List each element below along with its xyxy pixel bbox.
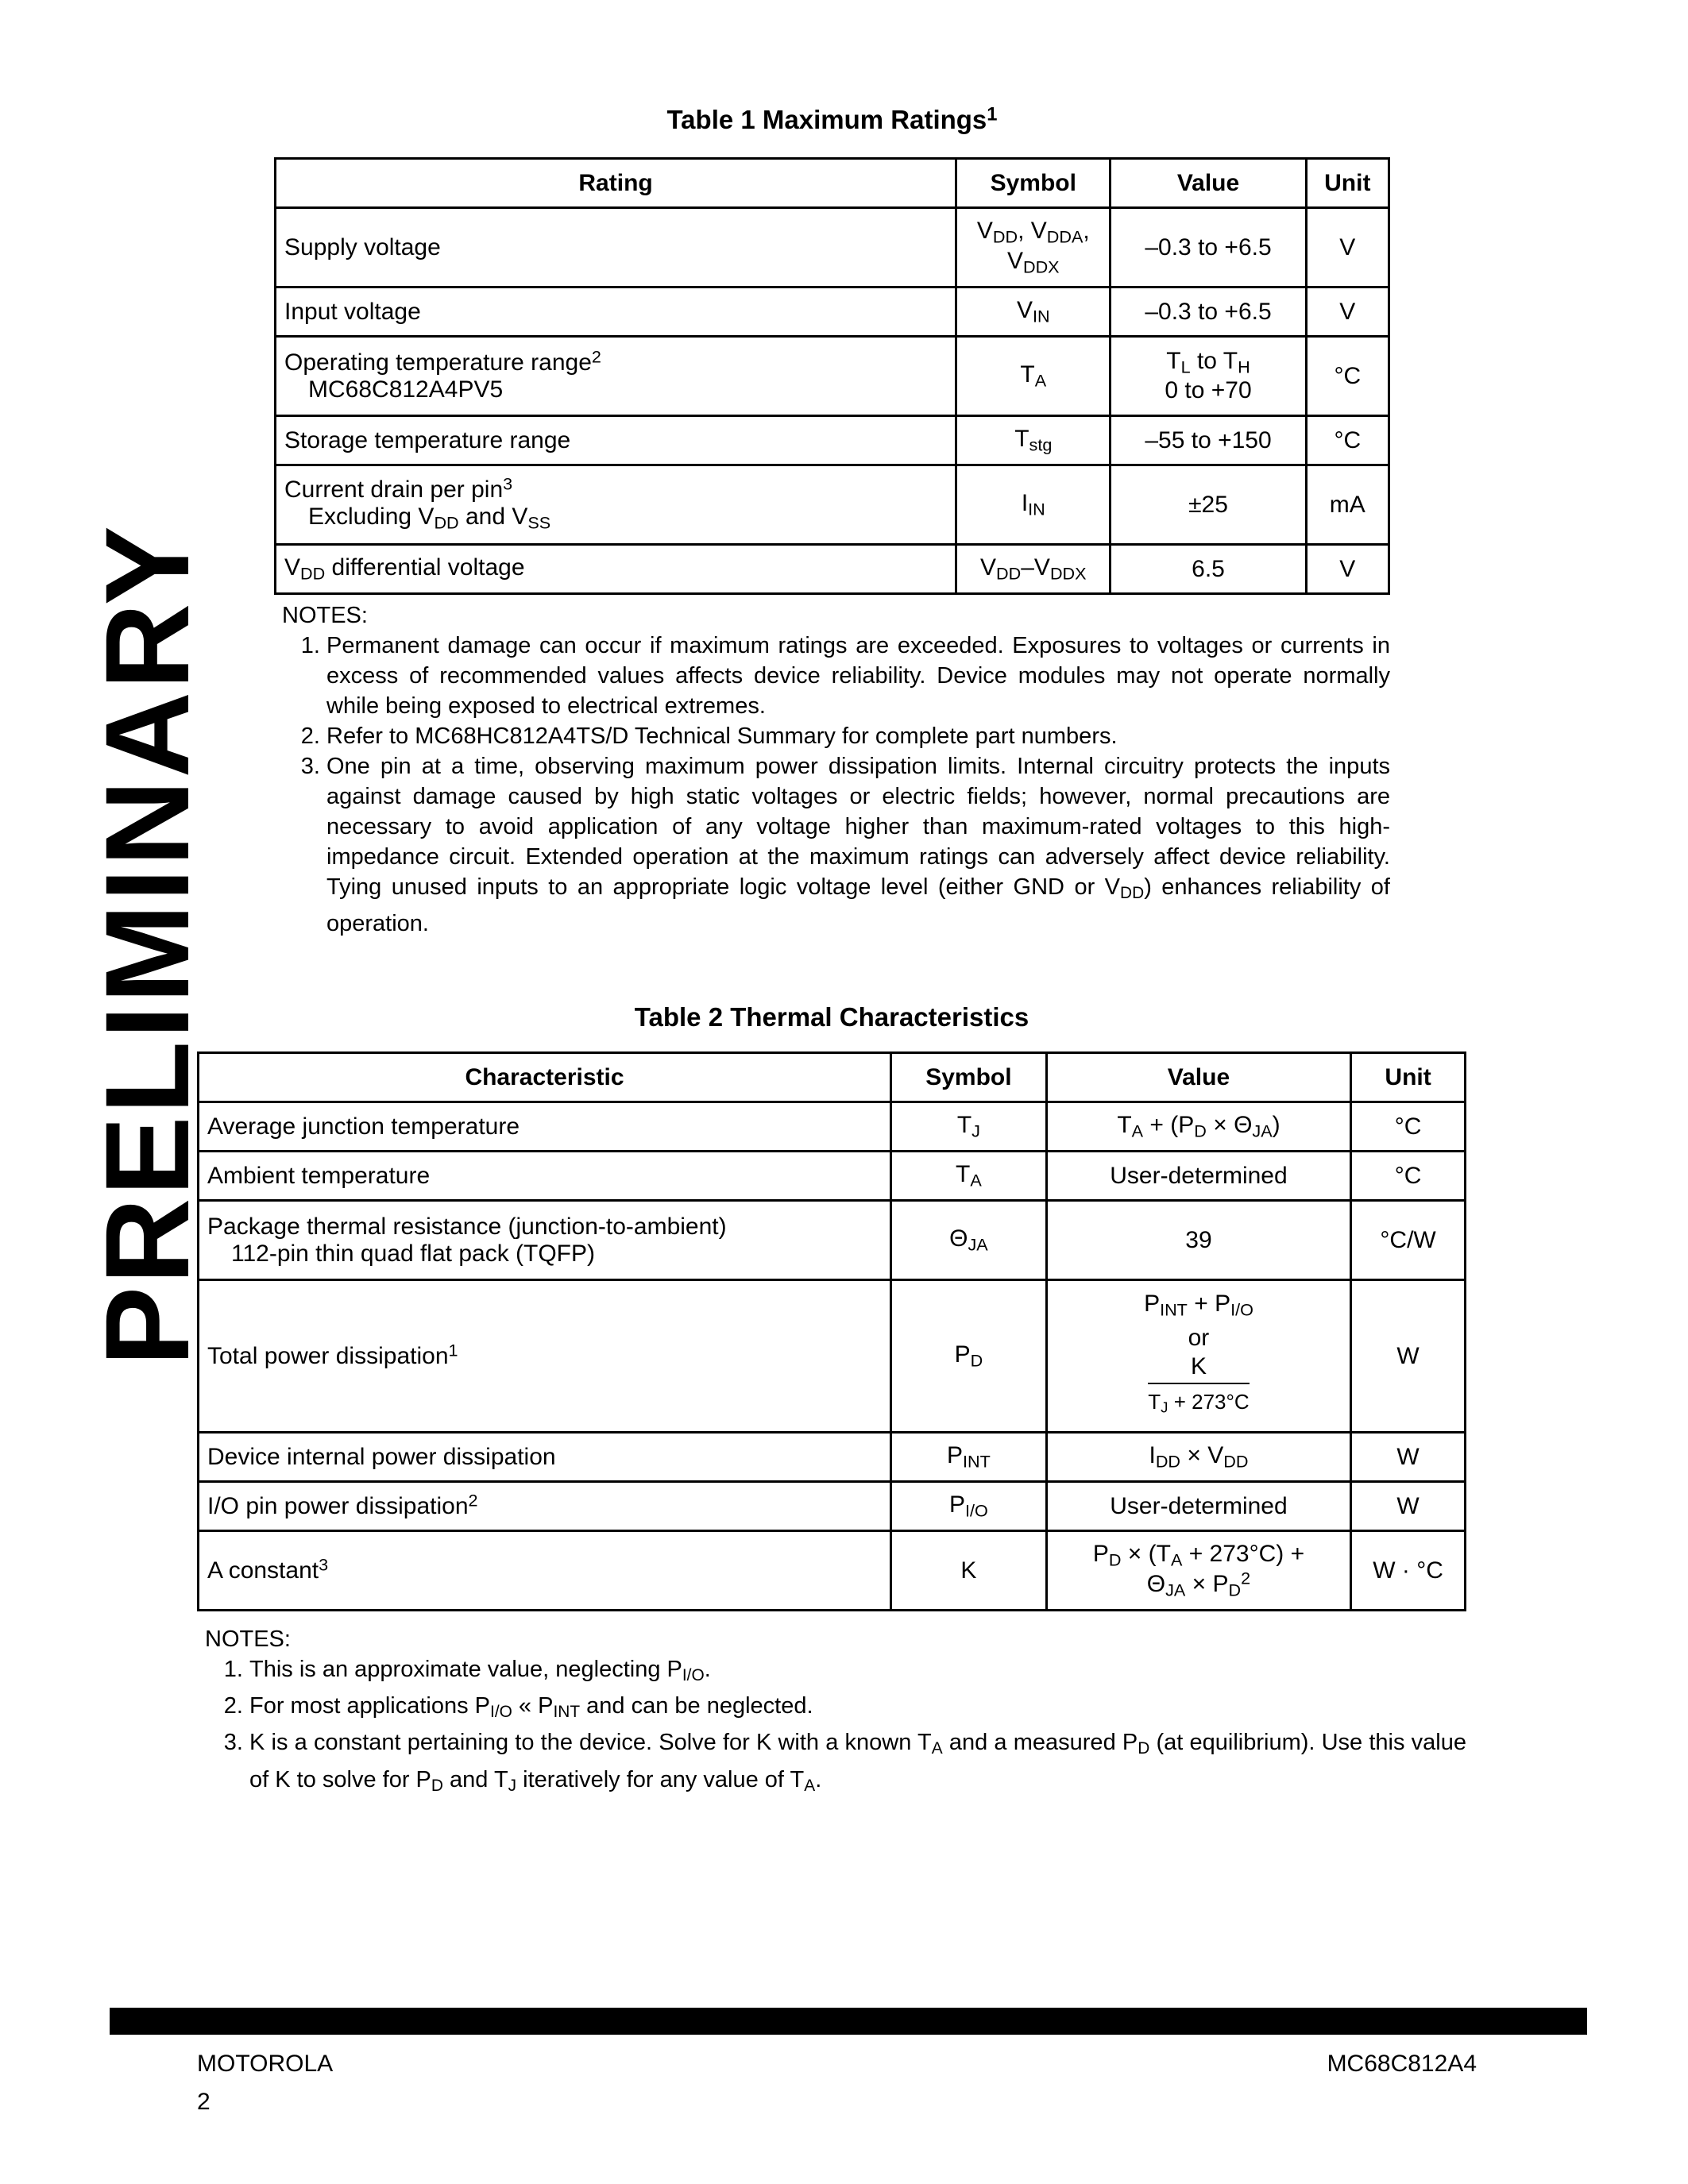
col-header-symbol: Symbol bbox=[956, 159, 1111, 208]
symbol-cell: $T_J$ bbox=[891, 1102, 1047, 1152]
unit-cell: W bbox=[1351, 1433, 1466, 1482]
value-cell: –0.3 to +6.5 bbox=[1111, 287, 1306, 337]
page-number: 2 bbox=[197, 2089, 211, 2115]
col-header-characteristic: Characteristic bbox=[199, 1053, 891, 1102]
table-header-row bbox=[276, 159, 1389, 208]
note-2: 2. Refer to MC68HC812A4TS/D Technical Summary for complete part numbers. bbox=[326, 721, 1390, 751]
col-header-unit: Unit bbox=[1351, 1053, 1466, 1102]
rating-cell: Operating temperature range$^2$ MC68C812A4PV5 bbox=[276, 337, 956, 416]
symbol-cell: $\Theta_{JA}$ bbox=[891, 1201, 1047, 1280]
col-header-unit: Unit bbox=[1306, 159, 1389, 208]
note-1: 1. Permanent damage can occur if maximum ratings are exceeded. Exposures to voltages or currents in excess of recommended values affects device reliability. Device modules may not operate normally while being exposed to electrical extremes. bbox=[326, 631, 1390, 721]
note-1: 1. This is an approximate value, neglecting $P_{I/O}$. bbox=[249, 1654, 1466, 1691]
unit-cell: °C bbox=[1351, 1152, 1466, 1201]
value-cell: $T_A + (P_D \times \Theta_{JA})$ bbox=[1046, 1102, 1350, 1152]
rating-cell: $V_{DD}$ differential voltage bbox=[276, 545, 956, 594]
symbol-cell: $T_A$ bbox=[891, 1152, 1047, 1201]
thermal-characteristics-table bbox=[197, 1051, 1466, 1611]
rating-cell: Input voltage bbox=[276, 287, 956, 337]
table-row bbox=[276, 287, 1389, 337]
table-row bbox=[199, 1433, 1466, 1482]
characteristic-cell: Total power dissipation$^1$ bbox=[199, 1280, 891, 1433]
note-2: 2. For most applications $P_{I/O}$ « $P_{INT}$ and can be neglected. bbox=[249, 1691, 1466, 1727]
value-cell: 39 bbox=[1046, 1201, 1350, 1280]
symbol-cell: $V_{IN}$ bbox=[956, 287, 1111, 337]
col-header-rating: Rating bbox=[276, 159, 956, 208]
table2-title: Table 2 Thermal Characteristics bbox=[634, 1002, 1029, 1032]
footer-part-number: MC68C812A4 bbox=[1327, 2051, 1477, 2077]
unit-cell: W bbox=[1351, 1280, 1466, 1433]
symbol-cell: $P_{I/O}$ bbox=[891, 1482, 1047, 1531]
value-cell: ±25 bbox=[1111, 465, 1306, 545]
unit-cell: °C bbox=[1306, 416, 1389, 465]
unit-cell: W bbox=[1351, 1482, 1466, 1531]
value-cell: 6.5 bbox=[1111, 545, 1306, 594]
table-row bbox=[276, 208, 1389, 287]
unit-cell: W · °C bbox=[1351, 1531, 1466, 1611]
table-row bbox=[199, 1201, 1466, 1280]
unit-cell: V bbox=[1306, 545, 1389, 594]
table-row bbox=[199, 1102, 1466, 1152]
unit-cell: °C/W bbox=[1351, 1201, 1466, 1280]
table-row bbox=[199, 1531, 1466, 1611]
unit-cell: mA bbox=[1306, 465, 1389, 545]
characteristic-cell: Device internal power dissipation bbox=[199, 1433, 891, 1482]
col-header-symbol: Symbol bbox=[891, 1053, 1047, 1102]
characteristic-cell: A constant$^3$ bbox=[199, 1531, 891, 1611]
symbol-cell: $T_{stg}$ bbox=[956, 416, 1111, 465]
value-cell: $T_L$ to $T_H$ 0 to +70 bbox=[1111, 337, 1306, 416]
note-3: 3. K is a constant pertaining to the device. Solve for K with a known $T_A$ and a measured $P_D$ (at equilibrium). Use this value of K to solve for $P_D$ and $T_J$ iteratively for any value of $T_A$. bbox=[249, 1727, 1466, 1800]
table1-title: Table 1 Maximum Ratings$^1$ bbox=[666, 103, 998, 134]
table1-notes: NOTES: 1. Permanent damage can occur if maximum ratings are exceeded. Exposures to voltages or currents in excess of recommended values affects device reliability. Device modules may not operate normally while being exposed to electrical extremes. 2. Refer to MC68HC812A4TS/D Technical Summary for complete part numbers. 3. One pin at a time, observing maximum power dissipation limits. Internal circuitry protects the inputs against damage caused by high static voltages or electric fields; however, normal precautions are necessary to avoid application of any voltage higher than maximum-rated voltages to this high-impedance circuit. Extended operation at the maximum ratings can adversely affect device reliability. Tying unused inputs to an appropriate logic voltage level (either GND or $V_{DD}$) enhances reliability of operation. bbox=[282, 600, 1390, 939]
table-row bbox=[199, 1152, 1466, 1201]
value-cell: $P_D \times (T_A + 273^\circ C)$ + $\Theta_{JA} \times P_D^2$ bbox=[1046, 1531, 1350, 1611]
fraction: $\frac{K}{T_J + 273^\circ C}$ bbox=[1148, 1353, 1250, 1417]
characteristic-cell: I/O pin power dissipation$^2$ bbox=[199, 1482, 891, 1531]
symbol-cell: $P_{INT}$ bbox=[891, 1433, 1047, 1482]
col-header-value: Value bbox=[1046, 1053, 1350, 1102]
col-header-value: Value bbox=[1111, 159, 1306, 208]
characteristic-cell: Package thermal resistance (junction-to-ambient) 112-pin thin quad flat pack (TQFP) bbox=[199, 1201, 891, 1280]
symbol-cell: $T_A$ bbox=[956, 337, 1111, 416]
symbol-cell: $V_{DD}$, $V_{DDA}$, $V_{DDX}$ bbox=[956, 208, 1111, 287]
table-row bbox=[199, 1280, 1466, 1433]
characteristic-cell: Ambient temperature bbox=[199, 1152, 891, 1201]
value-cell: –0.3 to +6.5 bbox=[1111, 208, 1306, 287]
table-row bbox=[276, 545, 1389, 594]
table-row bbox=[276, 416, 1389, 465]
table2-notes: NOTES: 1. This is an approximate value, neglecting $P_{I/O}$. 2. For most applications $P_{I/O}$ « $P_{INT}$ and can be neglected. 3. K is a constant pertaining to the device. Solve for K with a known $T_A$ and a measured $P_D$ (at equilibrium). Use this value of K to solve for $P_D$ and $T_J$ iteratively for any value of $T_A$. bbox=[205, 1624, 1466, 1801]
footer-company: MOTOROLA bbox=[197, 2051, 334, 2077]
symbol-cell: $I_{IN}$ bbox=[956, 465, 1111, 545]
value-cell: User-determined bbox=[1046, 1152, 1350, 1201]
table-row bbox=[199, 1482, 1466, 1531]
value-cell: $P_{INT} + P_{I/O}$ or $\frac{K}{T_J + 273^\circ C}$ bbox=[1046, 1280, 1350, 1433]
rating-cell: Storage temperature range bbox=[276, 416, 956, 465]
symbol-cell: $V_{DD}-V_{DDX}$ bbox=[956, 545, 1111, 594]
symbol-cell: K bbox=[891, 1531, 1047, 1611]
maximum-ratings-table bbox=[274, 157, 1390, 595]
table-row bbox=[276, 465, 1389, 545]
note-3: 3. One pin at a time, observing maximum power dissipation limits. Internal circuitry protects the inputs against damage caused by high static voltages or electric fields; however, normal precautions are necessary to avoid application of any voltage higher than maximum-rated voltages to this high-impedance circuit. Extended operation at the maximum ratings can adversely affect device reliability. Tying unused inputs to an appropriate logic voltage level (either GND or $V_{DD}$) enhances reliability of operation. bbox=[326, 751, 1390, 939]
rating-cell: Supply voltage bbox=[276, 208, 956, 287]
rating-cell: Current drain per pin$^3$ Excluding $V_{DD}$ and $V_{SS}$ bbox=[276, 465, 956, 545]
table-header-row bbox=[199, 1053, 1466, 1102]
unit-cell: V bbox=[1306, 287, 1389, 337]
value-cell: –55 to +150 bbox=[1111, 416, 1306, 465]
table-row bbox=[276, 337, 1389, 416]
value-cell: $I_{DD} \times V_{DD}$ bbox=[1046, 1433, 1350, 1482]
unit-cell: °C bbox=[1351, 1102, 1466, 1152]
unit-cell: °C bbox=[1306, 337, 1389, 416]
characteristic-cell: Average junction temperature bbox=[199, 1102, 891, 1152]
symbol-cell: $P_D$ bbox=[891, 1280, 1047, 1433]
footer-rule bbox=[110, 2008, 1587, 2035]
unit-cell: V bbox=[1306, 208, 1389, 287]
value-cell: User-determined bbox=[1046, 1482, 1350, 1531]
